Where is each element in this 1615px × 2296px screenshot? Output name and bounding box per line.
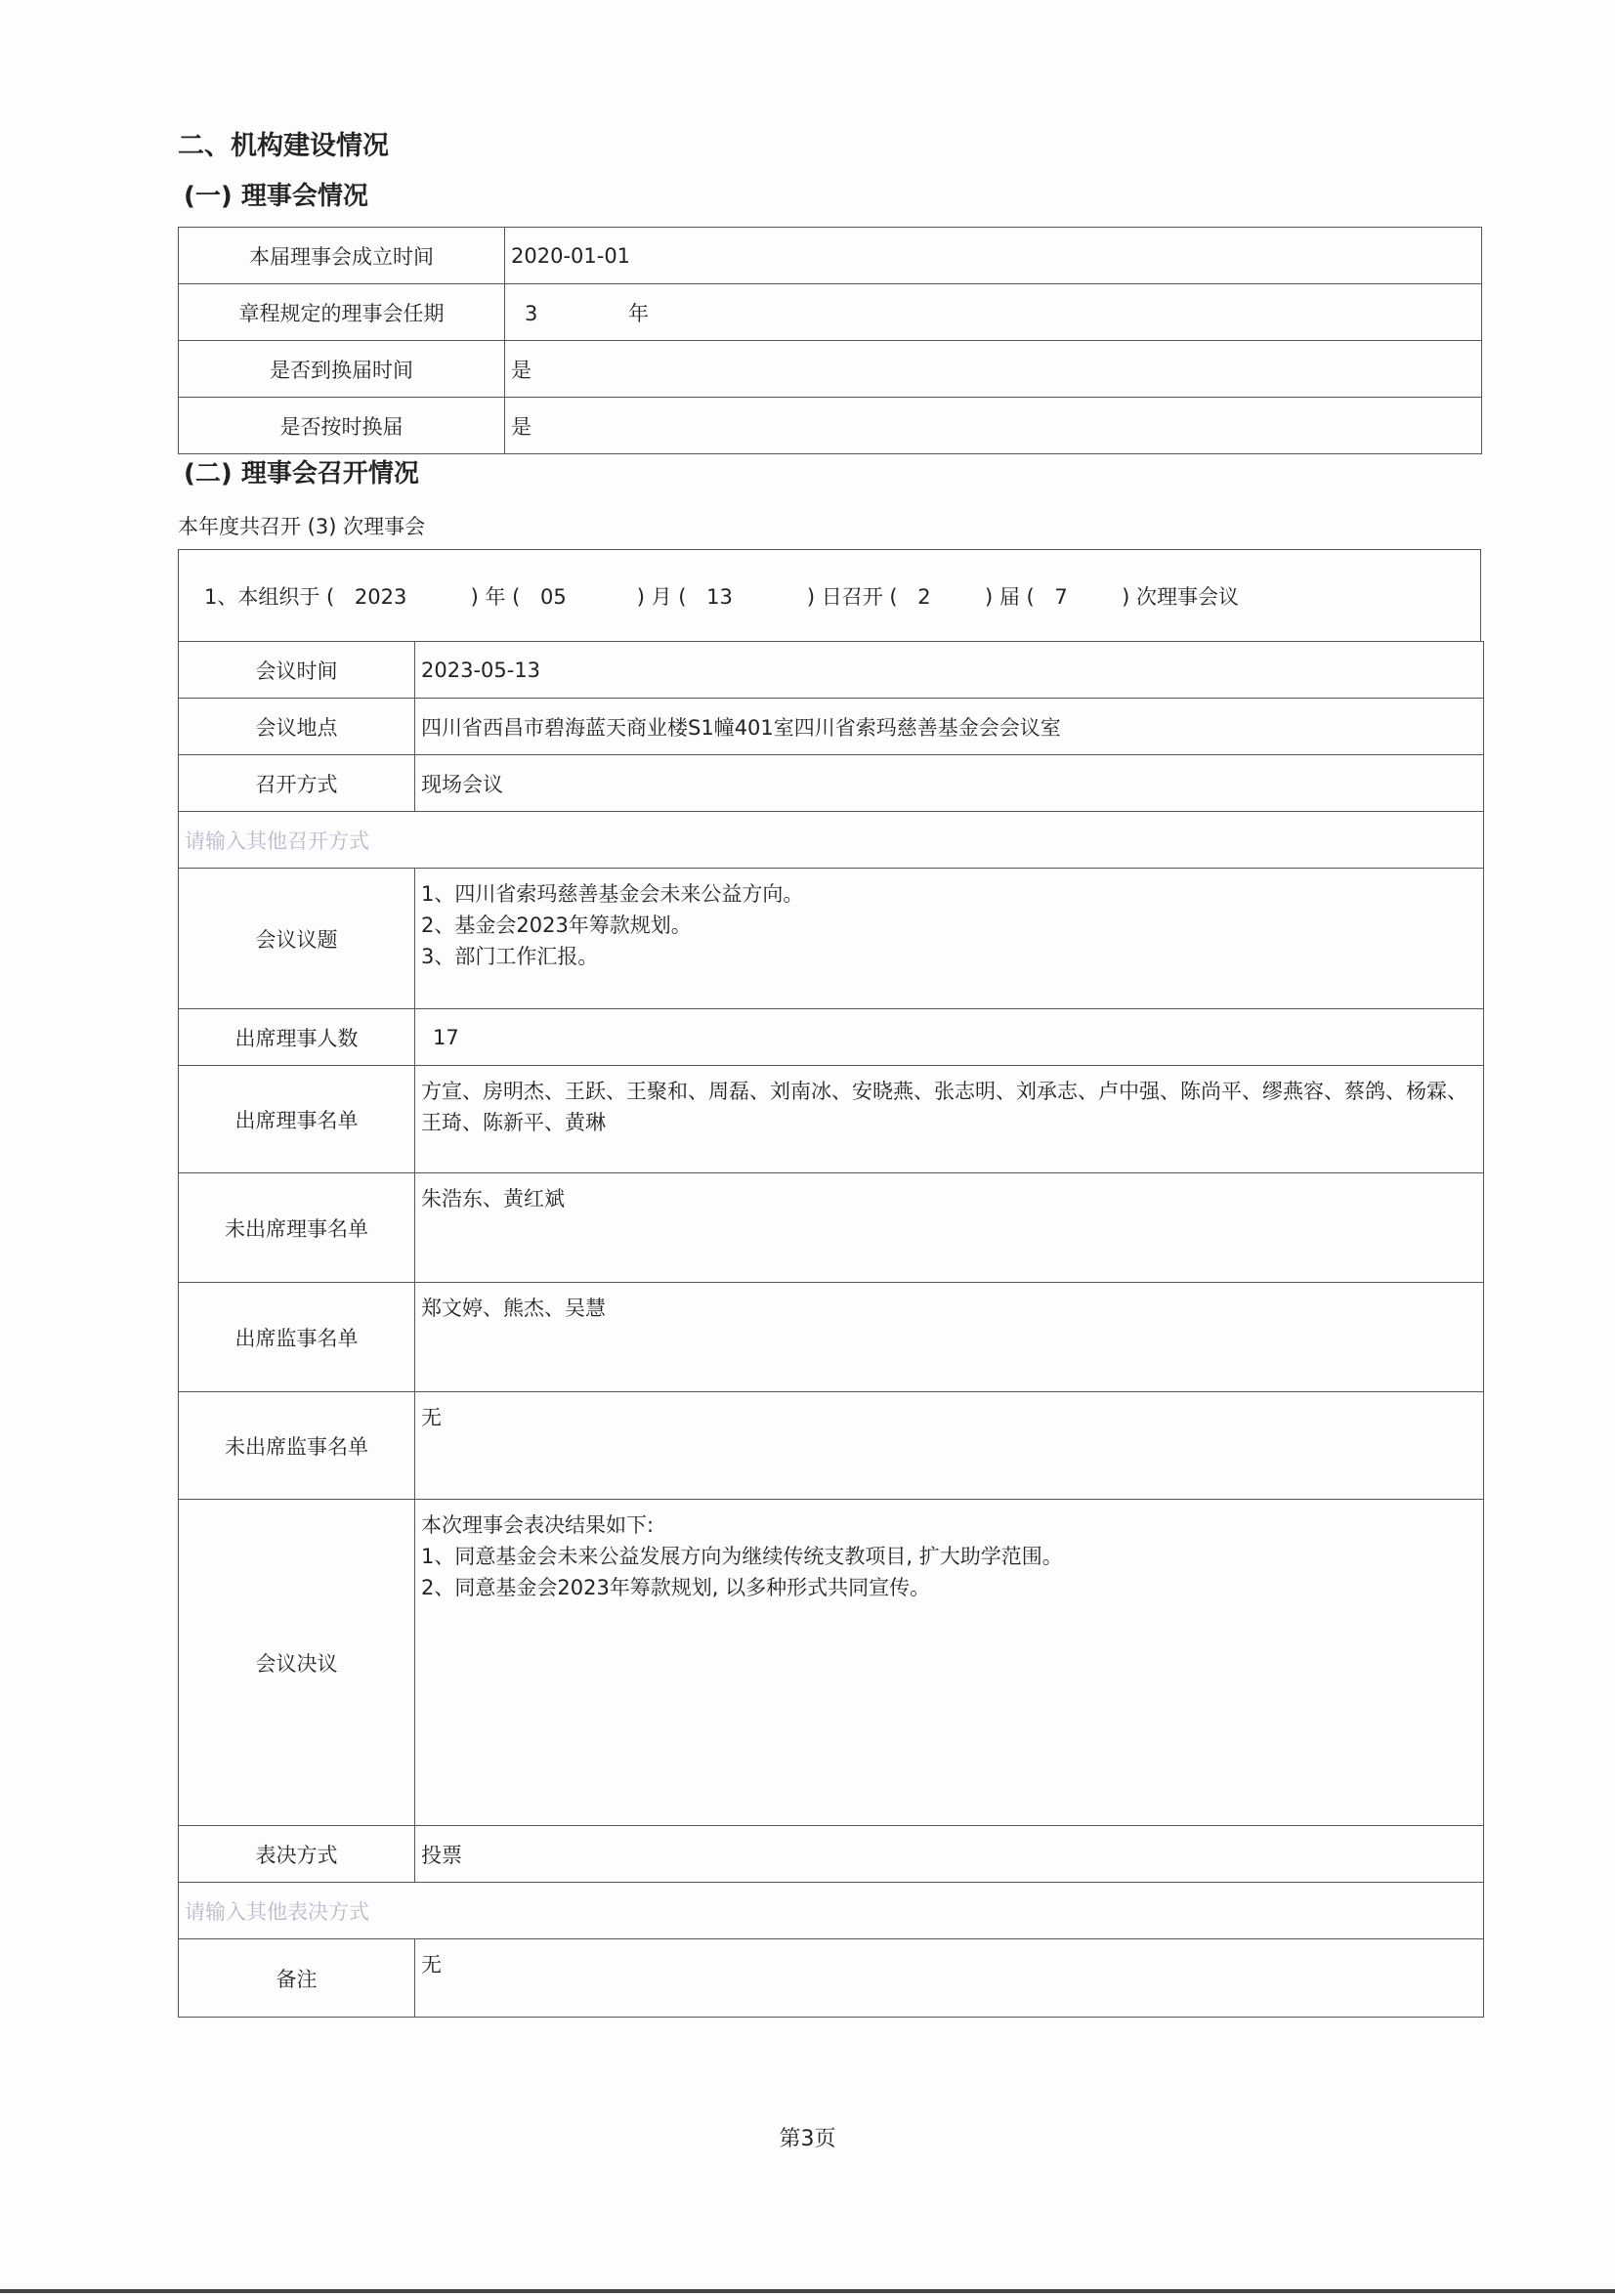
meeting-header-table — [178, 549, 1481, 642]
board-info-row — [179, 284, 1482, 341]
board-info-title: (一) 理事会情况 — [184, 182, 368, 211]
page-number: 第3页 — [779, 2127, 836, 2151]
header-count-label: ) 次理事会议 — [1122, 584, 1239, 609]
header-session-label: ) 届 ( — [984, 584, 1035, 609]
founding-time-label: 本届理事会成立时间 — [179, 228, 505, 284]
term-cell — [505, 284, 1482, 341]
due-value: 是 — [505, 341, 1482, 398]
meeting-time-value: 2023-05-13 — [415, 642, 1484, 699]
attend-count-label: 出席理事人数 — [179, 1009, 415, 1066]
meeting-row — [179, 1883, 1484, 1939]
meeting-time-label: 会议时间 — [179, 642, 415, 699]
meeting-row — [179, 1392, 1484, 1500]
topics-cell — [415, 869, 1484, 1009]
resolution-line: 1、同意基金会未来公益发展方向为继续传统支教项目, 扩大助学范围。 — [421, 1545, 1063, 1568]
meeting-row — [179, 1500, 1484, 1826]
meeting-detail-table — [178, 641, 1484, 2018]
topic-item: 1、四川省索玛慈善基金会未来公益方向。 — [421, 882, 804, 906]
board-info-row — [179, 398, 1482, 454]
topic-item: 2、基金会2023年筹款规划。 — [421, 914, 692, 937]
ontime-value: 是 — [505, 398, 1482, 454]
meeting-place-value: 四川省西昌市碧海蓝天商业楼S1幢401室四川省索玛慈善基金会会议室 — [415, 699, 1484, 755]
header-year: 2023 — [354, 584, 407, 609]
attend-list-value: 方宣、房明杰、王跃、王聚和、周磊、刘南冰、安晓燕、张志明、刘承志、卢中强、陈尚平、缪燕容、蔡鸽、杨霖、王琦、陈新平、黄琳 — [415, 1066, 1484, 1173]
meeting-row — [179, 1009, 1484, 1066]
resolution-label: 会议决议 — [179, 1500, 415, 1826]
term-value: 3 — [525, 301, 538, 325]
attend-count-value: 17 — [415, 1009, 1484, 1066]
meeting-place-label: 会议地点 — [179, 699, 415, 755]
header-prefix: 1、本组织于 ( — [204, 584, 335, 609]
meeting-header — [179, 550, 1481, 642]
header-count: 7 — [1054, 584, 1068, 609]
header-session: 2 — [917, 584, 931, 609]
term-unit: 年 — [628, 301, 649, 325]
meeting-row — [179, 812, 1484, 869]
meeting-row — [179, 1173, 1484, 1283]
vote-label: 表决方式 — [179, 1826, 415, 1883]
due-label: 是否到换届时间 — [179, 341, 505, 398]
founding-time-value: 2020-01-01 — [505, 228, 1482, 284]
meeting-row — [179, 1826, 1484, 1883]
absent-list-value: 朱浩东、黄红斌 — [415, 1173, 1484, 1283]
board-info-row — [179, 341, 1482, 398]
resolution-line: 2、同意基金会2023年筹款规划, 以多种形式共同宣传。 — [421, 1576, 931, 1599]
header-year-label: ) 年 ( — [470, 584, 521, 609]
meeting-section-title: (二) 理事会召开情况 — [184, 459, 419, 489]
term-label: 章程规定的理事会任期 — [179, 284, 505, 341]
annual-count-text: 本年度共召开 (3) 次理事会 — [178, 515, 426, 538]
other-vote-input[interactable]: 请输入其他表决方式 — [179, 1883, 1484, 1939]
ontime-label: 是否按时换届 — [179, 398, 505, 454]
resolution-line: 本次理事会表决结果如下: — [421, 1513, 655, 1537]
section-title: 二、机构建设情况 — [178, 131, 389, 161]
board-info-table — [178, 227, 1482, 454]
absent-supervisor-value: 无 — [415, 1392, 1484, 1500]
meeting-row — [179, 869, 1484, 1009]
topic-item: 3、部门工作汇报。 — [421, 945, 599, 968]
meeting-mode-value: 现场会议 — [415, 755, 1484, 812]
meeting-row — [179, 699, 1484, 755]
header-day-label: ) 日召开 ( — [806, 584, 898, 609]
header-day: 13 — [706, 584, 733, 609]
remark-label: 备注 — [179, 1939, 415, 2018]
meeting-row — [179, 1283, 1484, 1392]
absent-list-label: 未出席理事名单 — [179, 1173, 415, 1283]
scan-edge-line — [0, 2289, 1615, 2293]
supervisor-label: 出席监事名单 — [179, 1283, 415, 1392]
meeting-row — [179, 1066, 1484, 1173]
meeting-row — [179, 755, 1484, 812]
topics-label: 会议议题 — [179, 869, 415, 1009]
header-month: 05 — [540, 584, 567, 609]
supervisor-value: 郑文婷、熊杰、吴慧 — [415, 1283, 1484, 1392]
meeting-mode-label: 召开方式 — [179, 755, 415, 812]
remark-value: 无 — [415, 1939, 1484, 2018]
other-mode-input[interactable]: 请输入其他召开方式 — [179, 812, 1484, 869]
header-month-label: ) 月 ( — [636, 584, 687, 609]
board-info-row — [179, 228, 1482, 284]
attend-list-label: 出席理事名单 — [179, 1066, 415, 1173]
meeting-row — [179, 1939, 1484, 2018]
absent-supervisor-label: 未出席监事名单 — [179, 1392, 415, 1500]
meeting-row — [179, 642, 1484, 699]
resolution-cell — [415, 1500, 1484, 1826]
vote-value: 投票 — [415, 1826, 1484, 1883]
